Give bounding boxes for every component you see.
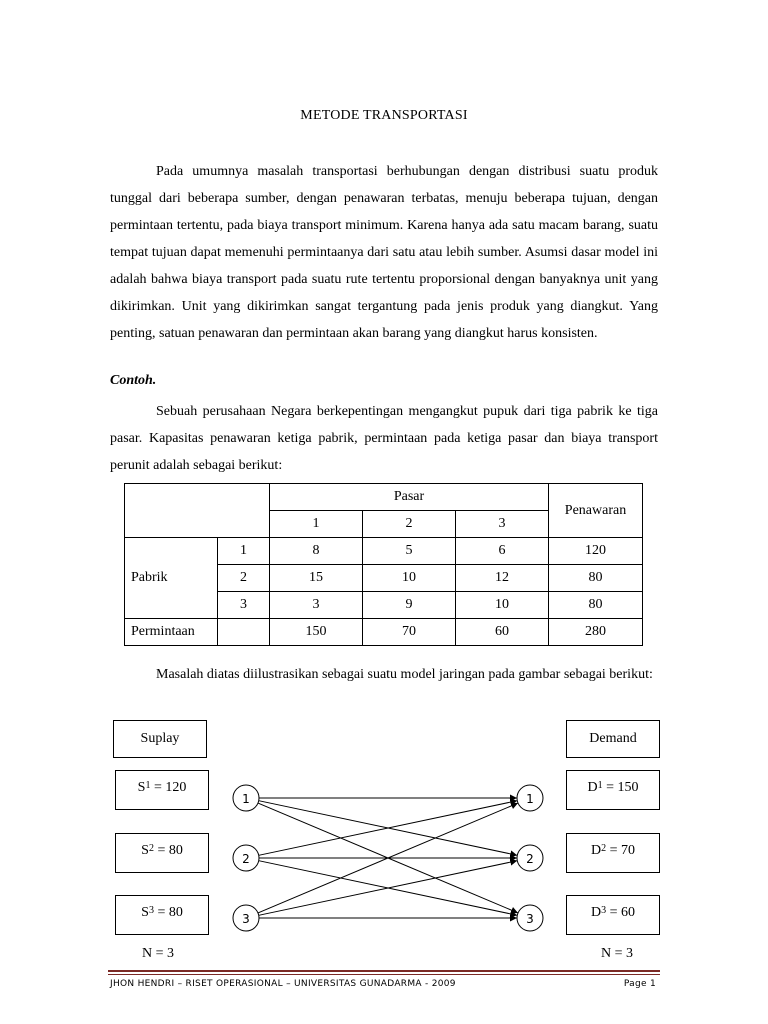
demand-header-label: Demand xyxy=(589,731,637,746)
supply-box-subscript: 2 xyxy=(148,843,154,854)
dest-node-2 xyxy=(517,845,543,871)
network-intro-paragraph: Masalah diatas diilustrasikan sebagai suatu model jaringan pada gambar sebagai berikut: xyxy=(156,667,653,682)
source-node-3-label: 3 xyxy=(242,912,250,926)
demand-count: N = 3 xyxy=(601,946,634,961)
supply-cell: 120 xyxy=(549,538,643,565)
source-node-1-label: 1 xyxy=(242,792,250,806)
cost-cell: 10 xyxy=(456,592,549,619)
total-cell: 280 xyxy=(549,619,643,646)
network-edges xyxy=(258,798,518,918)
demand-box-3 xyxy=(566,895,660,935)
example-paragraph: Sebuah perusahaan Negara berkepentingan mengangkut pupuk dari tiga pabrik ke tiga pasar. Kapasitas penawaran ketiga pabrik, permintaan pada ketiga pasar dan biaya transport perunit adalah sebagai berikut: xyxy=(110,404,658,473)
cost-cell: 5 xyxy=(363,538,456,565)
cost-cell: 15 xyxy=(270,565,363,592)
page-footer xyxy=(110,979,658,989)
supply-box-value: = 120 xyxy=(153,780,187,795)
factory-id: 1 xyxy=(218,538,270,565)
source-node-1 xyxy=(233,785,259,811)
demand-box-subscript: 3 xyxy=(601,905,607,916)
demand-box-subscript: 2 xyxy=(601,843,607,854)
pabrik-label: Pabrik xyxy=(125,538,218,619)
demand-box-symbol: D xyxy=(587,780,598,795)
cost-cell: 6 xyxy=(456,538,549,565)
dest-node-1-label: 1 xyxy=(526,792,534,806)
demand-cell: 70 xyxy=(363,619,456,646)
permintaan-label: Permintaan xyxy=(125,619,218,646)
footer-rule-thin xyxy=(108,974,660,975)
page-title: METODE TRANSPORTASI xyxy=(300,108,468,123)
example-heading: Contoh. xyxy=(110,373,157,388)
demand-box-value: = 70 xyxy=(609,843,636,858)
demand-box-value: = 150 xyxy=(606,780,639,795)
page-number: Page 1 xyxy=(623,979,656,989)
footer-rule xyxy=(108,970,660,972)
supply-header-label: Suplay xyxy=(140,731,180,746)
supply-header-box xyxy=(113,720,207,758)
cost-cell: 9 xyxy=(363,592,456,619)
dest-node-3 xyxy=(517,905,543,931)
supply-box-3 xyxy=(115,895,209,935)
supply-box-subscript: 3 xyxy=(148,905,154,916)
supply-box-subscript: 1 xyxy=(145,780,151,791)
supply-box-symbol: S xyxy=(141,905,149,920)
supply-box-value: = 80 xyxy=(157,843,183,858)
demand-box-symbol: D xyxy=(590,905,602,920)
dest-node-2-label: 2 xyxy=(526,852,534,866)
source-node-3 xyxy=(233,905,259,931)
market-col-2: 2 xyxy=(363,511,456,538)
cost-cell: 8 xyxy=(270,538,363,565)
market-col-3: 3 xyxy=(456,511,549,538)
market-col-1: 1 xyxy=(270,511,363,538)
supply-cell: 80 xyxy=(549,565,643,592)
demand-header-box xyxy=(566,720,660,758)
demand-cell: 150 xyxy=(270,619,363,646)
source-node-2 xyxy=(233,845,259,871)
intro-paragraph: Pada umumnya masalah transportasi berhubungan dengan distribusi suatu produk tunggal dari beberapa sumber, dengan penawaran terbatas, menuju beberapa tujuan, dengan permintaan tertentu, pada biaya transport minimum. Karena hanya ada satu macam barang, suatu tempat tujuan dapat memenuhi permintaanya dari satu atau lebih sumber. Asumsi dasar model ini adalah bahwa biaya transport pada suatu rute tertentu proporsional dengan banyaknya unit yang dikirimkan. Unit yang dikirimkan sangat tergantung pada jenis produk yang diangkut. Yang penting, satuan penawaran dan permintaan akan barang yang diangkut harus konsisten. xyxy=(110,164,658,341)
source-node-2-label: 2 xyxy=(242,852,250,866)
demand-box-value: = 60 xyxy=(609,905,636,920)
cost-cell: 10 xyxy=(363,565,456,592)
demand-box-2 xyxy=(566,833,660,873)
dest-node-1 xyxy=(517,785,543,811)
footer-credit: JHON HENDRI – RISET OPERASIONAL – UNIVERSITAS GUNADARMA - 2009 xyxy=(110,979,456,989)
demand-box-subscript: 1 xyxy=(597,780,603,791)
penawaran-header: Penawaran xyxy=(549,484,643,538)
dest-node-3-label: 3 xyxy=(526,912,534,926)
demand-box-1 xyxy=(566,770,660,810)
supply-count: N = 3 xyxy=(142,946,175,961)
factory-id: 3 xyxy=(218,592,270,619)
cost-cell: 3 xyxy=(270,592,363,619)
supply-box-symbol: S xyxy=(141,843,149,858)
supply-box-symbol: S xyxy=(137,780,146,795)
demand-cell: 60 xyxy=(456,619,549,646)
factory-id: 2 xyxy=(218,565,270,592)
pasar-header: Pasar xyxy=(270,484,549,511)
demand-box-symbol: D xyxy=(590,843,602,858)
supply-box-2 xyxy=(115,833,209,873)
cost-cell: 12 xyxy=(456,565,549,592)
supply-box-value: = 80 xyxy=(157,905,183,920)
supply-box-1 xyxy=(115,770,209,810)
supply-cell: 80 xyxy=(549,592,643,619)
